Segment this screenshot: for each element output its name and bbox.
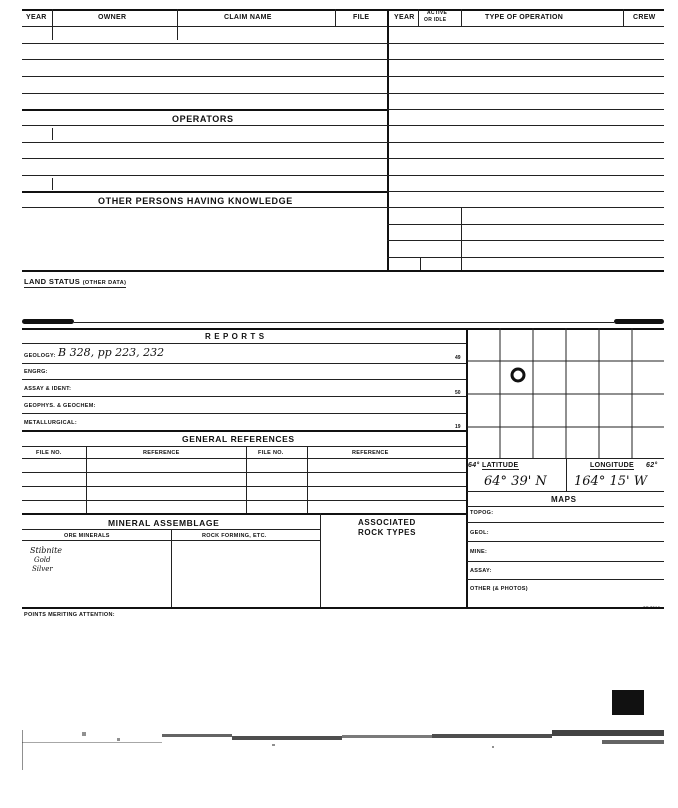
- longitude-label: LONGITUDE: [590, 462, 634, 469]
- geophys-label: GEOPHYS. & GEOCHEM:: [24, 403, 96, 409]
- ref-header-reference-2: REFERENCE: [352, 450, 389, 456]
- longitude-value: 164° 15' W: [574, 474, 648, 489]
- header-or-idle: OR IDLE: [424, 17, 447, 23]
- ref-header-reference: REFERENCE: [143, 450, 180, 456]
- land-status-label: [24, 277, 126, 288]
- header-claim-name: CLAIM NAME: [224, 14, 272, 21]
- header-year: YEAR: [26, 14, 47, 21]
- general-references-title: GENERAL REFERENCES: [182, 434, 295, 444]
- assay-num: 50: [455, 390, 461, 396]
- maps-topog-label: TOPOG:: [470, 510, 494, 516]
- geology-value: B 328, pp 223, 232: [58, 346, 165, 359]
- geology-num: 49: [455, 355, 461, 361]
- scan-mark-block: [612, 690, 644, 715]
- metallurgical-label: METALLURGICAL:: [24, 420, 77, 426]
- engrg-label: ENGRG:: [24, 369, 48, 375]
- mineral-assemblage-title: MINERAL ASSEMBLAGE: [108, 518, 220, 528]
- ore-mineral-1: Stibnite: [30, 546, 63, 555]
- scan-noise-band: [22, 718, 664, 758]
- ref-header-file-no: FILE NO.: [36, 450, 62, 456]
- ore-minerals-label: ORE MINERALS: [64, 533, 110, 539]
- header-owner: OWNER: [98, 14, 127, 21]
- form-number: SF 7019: [643, 605, 661, 610]
- latitude-value: 64° 39' N: [484, 474, 547, 489]
- maps-geol-label: GEOL:: [470, 530, 489, 536]
- ore-mineral-3: Silver: [32, 565, 53, 573]
- maps-mine-label: MINE:: [470, 549, 488, 555]
- scan-left-mark: [22, 730, 23, 770]
- land-status-title: LAND STATUS: [24, 277, 81, 286]
- points-meriting-attention: POINTS MERITING ATTENTION:: [24, 612, 115, 618]
- ore-mineral-2: Gold: [34, 556, 51, 564]
- latitude-degree: 64°: [468, 462, 480, 469]
- latitude-label: LATITUDE: [482, 462, 519, 469]
- reports-title: R E P O R T S: [205, 332, 265, 341]
- assay-ident-label: ASSAY & IDENT:: [24, 386, 72, 392]
- maps-title: MAPS: [551, 495, 577, 504]
- associated-label: ASSOCIATED: [358, 518, 416, 527]
- header-type-of-operation: TYPE OF OPERATION: [485, 14, 564, 21]
- maps-other-label: OTHER (& PHOTOS): [470, 586, 528, 592]
- ref-header-file-no-2: FILE NO.: [258, 450, 284, 456]
- land-status-sub: (OTHER DATA): [82, 280, 127, 286]
- header-crew: CREW: [633, 14, 656, 21]
- metallurgical-num: 19: [455, 424, 461, 430]
- rock-types-label: ROCK TYPES: [358, 528, 417, 537]
- section-grid: [467, 328, 664, 458]
- other-persons-heading: OTHER PERSONS HAVING KNOWLEDGE: [98, 196, 293, 206]
- operators-heading: OPERATORS: [172, 114, 234, 124]
- header-year-2: YEAR: [394, 14, 415, 21]
- longitude-degree: 62°: [646, 462, 658, 469]
- geology-label: GEOLOGY:: [24, 353, 56, 359]
- header-active: ACTIVE: [427, 10, 448, 16]
- maps-assay-label: ASSAY:: [470, 568, 492, 574]
- header-file: FILE: [353, 14, 370, 21]
- rock-forming-label: ROCK FORMING, ETC.: [202, 533, 267, 539]
